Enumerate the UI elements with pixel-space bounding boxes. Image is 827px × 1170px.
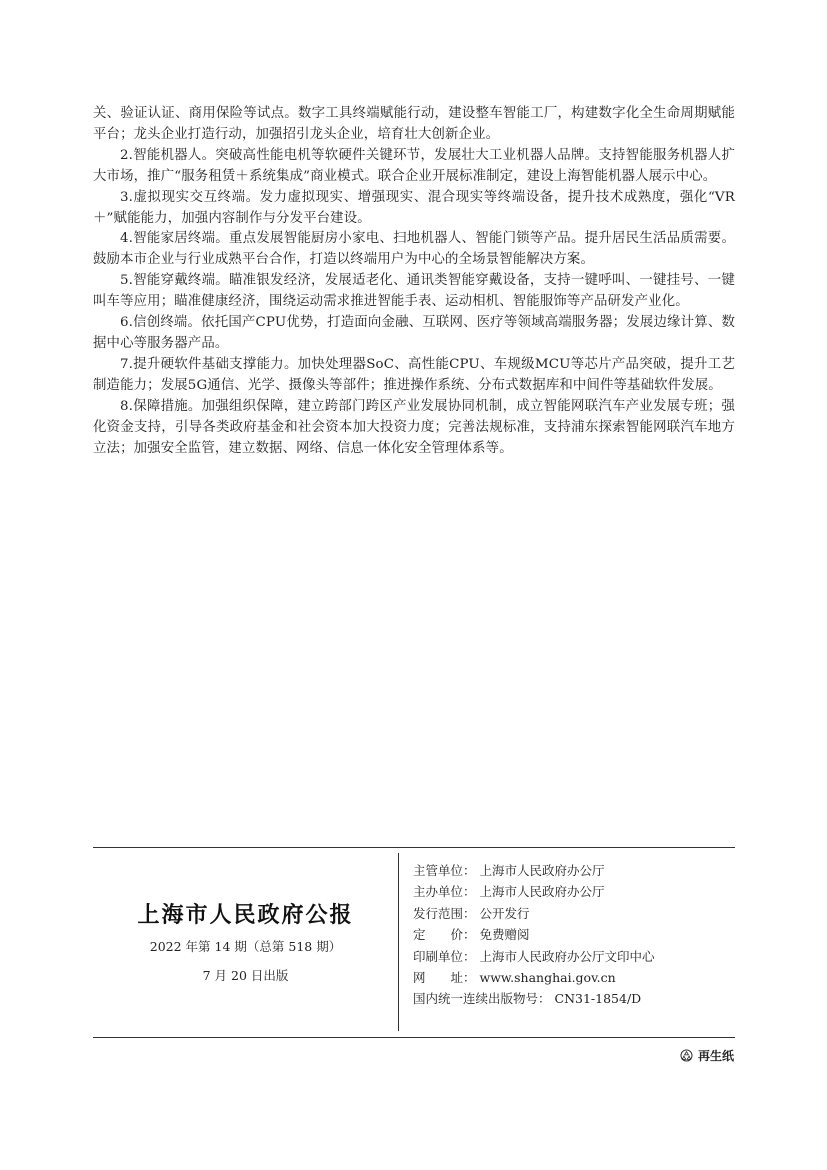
paragraph: 5.智能穿戴终端。瞄准银发经济，发展适老化、通讯类智能穿戴设备，支持一键呼叫、一键挂号、一键叫车等应用；瞄准健康经济，围绕运动需求推进智能手表、运动相机、智能服饰等产品研发产业化。 xyxy=(93,273,735,310)
paragraph: 3.虚拟现实交互终端。发力虚拟现实、增强现实、混合现实等终端设备，提升技术成熟度，强化“VR＋”赋能能力，加强内容制作与分发平台建设。 xyxy=(93,189,735,226)
info-label: 发行范围： xyxy=(413,905,476,921)
info-value: CN31-1854/D xyxy=(554,991,642,1007)
website-link[interactable]: www.shanghai.gov.cn xyxy=(479,970,616,986)
info-value: 上海市人民政府办公厅 xyxy=(479,884,605,900)
info-value: 上海市人民政府办公厅文印中心 xyxy=(479,948,655,964)
info-row-printer xyxy=(413,946,655,967)
info-label: 定 价： xyxy=(413,927,476,943)
info-label: 主管单位： xyxy=(413,863,476,878)
info-value: 公开发行 xyxy=(479,905,530,921)
publication-title: 上海市人民政府公报 xyxy=(137,902,354,928)
paragraph: 7.提升硬软件基础支撑能力。加快处理器SoC、高性能CPU、车规级MCU等芯片产品突破，提升工艺制造能力；发展5G通信、光学、摄像头等部件；推进操作系统、分布式数据库和中间件等基础软件发展。 xyxy=(93,356,735,393)
article-body xyxy=(93,104,735,459)
info-label: 国内统一连续出版物号： xyxy=(413,991,551,1007)
info-value: 免费赠阅 xyxy=(479,927,530,943)
paragraph: 2.智能机器人。突破高性能电机等软硬件关键环节，发展壮大工业机器人品牌。支持智能服务机器人扩大市场，推广“服务租赁＋系统集成”商业模式。联合企业开展标准制定，建设上海智能机器人展示中心。 xyxy=(93,147,735,184)
info-row-sponsor xyxy=(413,881,655,902)
info-row-website xyxy=(413,967,655,988)
info-row-price xyxy=(413,924,655,945)
paragraph: 4.智能家居终端。重点发展智能厨房小家电、扫地机器人、智能门锁等产品。提升居民生活品质需要。鼓励本市企业与行业成熟平台合作，打造以终端用户为中心的全场景智能解决方案。 xyxy=(93,231,735,268)
info-row-serial-number xyxy=(413,988,655,1009)
vertical-divider xyxy=(398,853,399,1031)
recycled-paper-mark xyxy=(680,1047,734,1064)
paragraph: 8.保障措施。加强组织保障，建立跨部门跨区产业发展协同机制，成立智能网联汽车产业发展专班；强化资金支持，引导各类政府基金和社会资本加大投资力度；完善法规标准，支持浦东探索智能网联汽车地方立法；加强安全监管，建立数据、网络、信息一体化安全管理体系等。 xyxy=(93,398,735,456)
info-row-distribution xyxy=(413,903,655,924)
recycled-paper-label: 再生纸 xyxy=(697,1049,734,1063)
info-label: 主办单位： xyxy=(413,884,476,900)
info-value: 上海市人民政府办公厅 xyxy=(479,863,605,878)
info-label: 网 址： xyxy=(413,970,476,986)
publication-date: 7 月 20 日出版 xyxy=(202,968,289,983)
paragraph: 6.信创终端。依托国产CPU优势，打造面向金融、互联网、医疗等领域高端服务器；发展边缘计算、数据中心等服务器产品。 xyxy=(93,315,735,351)
recycle-icon xyxy=(680,1049,693,1062)
paragraph: 关、验证认证、商用保险等试点。数字工具终端赋能行动，建设整车智能工厂，构建数字化全生命周期赋能平台；龙头企业打造行动，加强招引龙头企业，培育壮大创新企业。 xyxy=(93,106,735,142)
info-row-supervisor xyxy=(413,860,655,881)
info-label: 印刷单位： xyxy=(413,948,476,964)
issue-number: 2022 年第 14 期（总第 518 期） xyxy=(149,939,342,954)
publication-info xyxy=(413,860,655,1010)
divider xyxy=(93,847,735,848)
divider xyxy=(93,1037,735,1038)
